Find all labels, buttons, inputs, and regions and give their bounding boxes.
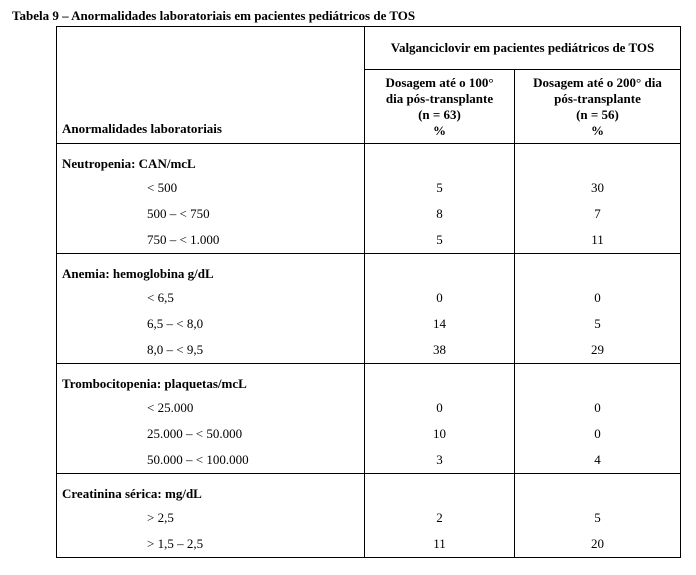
table-row — [57, 227, 681, 254]
value-cell-col1: 11 — [365, 531, 515, 558]
value-cell-col2: 0 — [515, 285, 681, 311]
header-col2-unit: % — [591, 123, 604, 138]
value-cell-col2: 0 — [515, 421, 681, 447]
value-cell-col1: 0 — [365, 285, 515, 311]
header-label-cell — [57, 27, 365, 144]
lab-abnormalities-table — [56, 26, 681, 558]
value-cell-col2: 11 — [515, 227, 681, 254]
row-label: 25.000 – < 50.000 — [57, 421, 365, 447]
value-cell-col1: 38 — [365, 337, 515, 364]
row-label: 6,5 – < 8,0 — [57, 311, 365, 337]
section-title: Neutropenia: CAN/mcL — [57, 144, 365, 176]
section-empty-cell — [515, 474, 681, 506]
value-cell-col1: 5 — [365, 227, 515, 254]
value-cell-col2: 30 — [515, 175, 681, 201]
value-cell-col1: 2 — [365, 505, 515, 531]
value-cell-col1: 8 — [365, 201, 515, 227]
section-title: Creatinina sérica: mg/dL — [57, 474, 365, 506]
table-row — [57, 175, 681, 201]
table-row — [57, 421, 681, 447]
table-row — [57, 311, 681, 337]
table-caption: Tabela 9 – Anormalidades laboratoriais em pacientes pediátricos de TOS — [12, 8, 416, 23]
header-col2-n: (n = 56) — [576, 107, 619, 122]
section-empty-cell — [365, 364, 515, 396]
section-empty-cell — [515, 254, 681, 286]
row-label: > 1,5 – 2,5 — [57, 531, 365, 558]
section-empty-cell — [365, 254, 515, 286]
value-cell-col2: 0 — [515, 395, 681, 421]
table-row — [57, 337, 681, 364]
value-cell-col2: 5 — [515, 505, 681, 531]
row-label: 750 – < 1.000 — [57, 227, 365, 254]
value-cell-col1: 0 — [365, 395, 515, 421]
section-row — [57, 474, 681, 506]
header-col1 — [365, 70, 515, 144]
header-row-group — [57, 27, 681, 70]
value-cell-col2: 5 — [515, 311, 681, 337]
header-col1-n: (n = 63) — [418, 107, 461, 122]
section-empty-cell — [365, 144, 515, 176]
value-cell-col2: 20 — [515, 531, 681, 558]
section-row — [57, 364, 681, 396]
header-row-label: Anormalidades laboratoriais — [62, 121, 222, 136]
row-label: > 2,5 — [57, 505, 365, 531]
value-cell-col1: 14 — [365, 311, 515, 337]
section-row — [57, 254, 681, 286]
row-label: < 500 — [57, 175, 365, 201]
row-label: 8,0 – < 9,5 — [57, 337, 365, 364]
table-row — [57, 447, 681, 474]
table-row — [57, 531, 681, 558]
table-row — [57, 201, 681, 227]
header-col1-unit: % — [433, 123, 446, 138]
section-title: Trombocitopenia: plaquetas/mcL — [57, 364, 365, 396]
header-col2-line1: Dosagem até o 200° dia — [533, 75, 662, 90]
value-cell-col2: 4 — [515, 447, 681, 474]
header-col1-line1: Dosagem até o 100° — [385, 75, 494, 90]
value-cell-col1: 10 — [365, 421, 515, 447]
value-cell-col2: 29 — [515, 337, 681, 364]
section-empty-cell — [515, 364, 681, 396]
row-label: 50.000 – < 100.000 — [57, 447, 365, 474]
section-empty-cell — [365, 474, 515, 506]
section-row — [57, 144, 681, 176]
value-cell-col1: 3 — [365, 447, 515, 474]
header-group-title: Valganciclovir em pacientes pediátricos de TOS — [365, 27, 681, 70]
row-label: 500 – < 750 — [57, 201, 365, 227]
table-row — [57, 505, 681, 531]
header-col2 — [515, 70, 681, 144]
section-empty-cell — [515, 144, 681, 176]
header-col1-line2: dia pós-transplante — [385, 91, 494, 106]
row-label: < 25.000 — [57, 395, 365, 421]
value-cell-col1: 5 — [365, 175, 515, 201]
row-label: < 6,5 — [57, 285, 365, 311]
header-col2-line2: pós-transplante — [554, 91, 641, 106]
table-row — [57, 395, 681, 421]
table-row — [57, 285, 681, 311]
section-title: Anemia: hemoglobina g/dL — [57, 254, 365, 286]
value-cell-col2: 7 — [515, 201, 681, 227]
